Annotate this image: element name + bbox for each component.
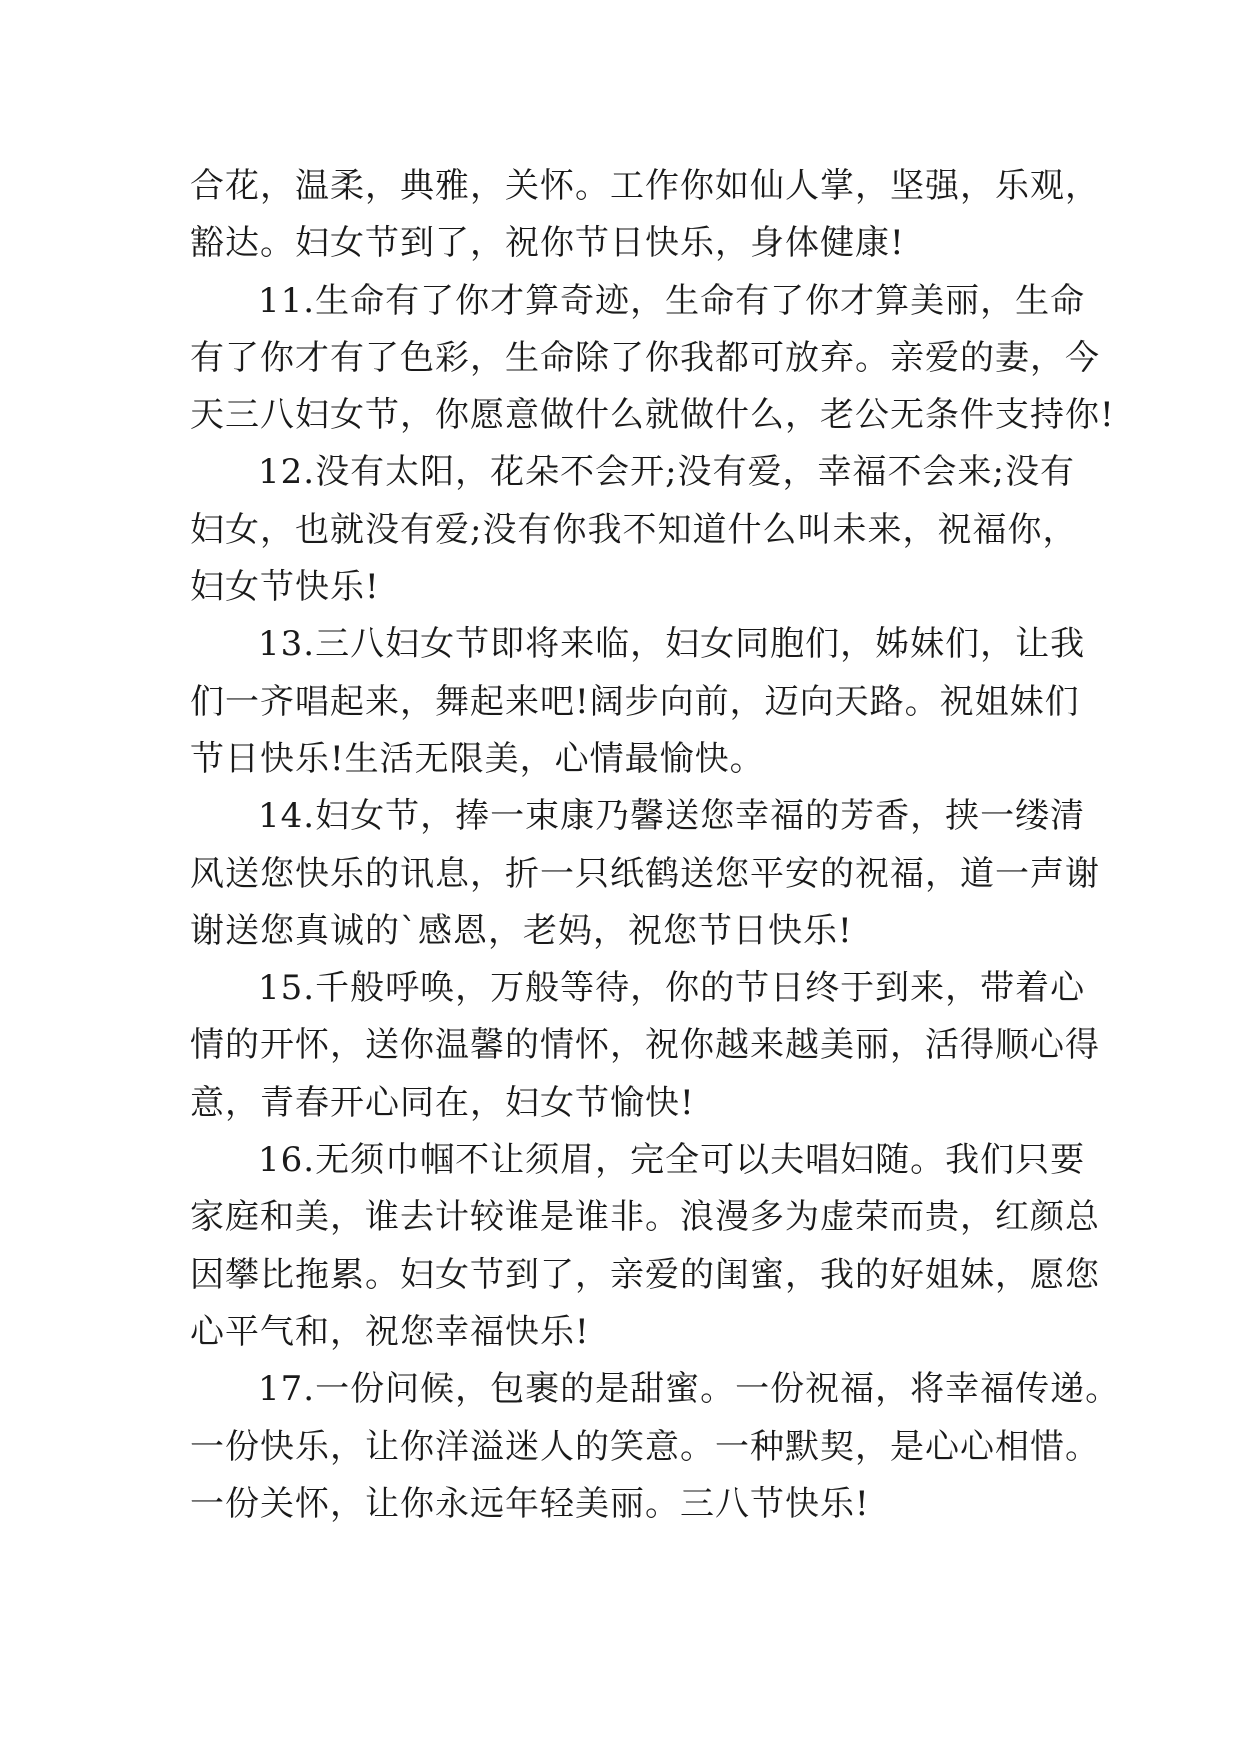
document-body: [190, 158, 1121, 1533]
text-line: 有了你才有了色彩，生命除了你我都可放弃。亲爱的妻，今: [190, 337, 1100, 378]
paragraph-continued: [190, 158, 1100, 273]
text-line: 16.无须巾帼不让须眉，完全可以夫唱妇随。我们只要: [258, 1140, 1086, 1181]
text-line: 妇女，也就没有爱;没有你我不知道什么叫未来，祝福你，: [190, 509, 1078, 550]
text-line: 豁达。妇女节到了，祝你节日快乐，身体健康!: [190, 223, 905, 264]
text-line: 合花，温柔，典雅，关怀。工作你如仙人掌，坚强，乐观，: [190, 166, 1100, 206]
text-line: 情的开怀，送你温馨的情怀，祝你越来越美丽，活得顺心得: [190, 1025, 1100, 1066]
text-line: 13.三八妇女节即将来临，妇女同胞们，姊妹们，让我: [258, 624, 1086, 665]
text-line: 天三八妇女节，你愿意做什么就做什么，老公无条件支持你!: [190, 395, 1115, 436]
paragraph-item-16: [190, 1132, 1100, 1361]
text-line: 因攀比拖累。妇女节到了，亲爱的闺蜜，我的好姐妹，愿您: [190, 1254, 1100, 1295]
paragraph-item-13: [190, 616, 1086, 788]
text-line: 12.没有太阳，花朵不会开;没有爱，幸福不会来;没有: [258, 452, 1075, 493]
text-line: 们一齐唱起来，舞起来吧!阔步向前，迈向天路。祝姐妹们: [190, 681, 1080, 722]
text-line: 15.千般呼唤，万般等待，你的节日终于到来，带着心: [258, 968, 1086, 1009]
text-line: 意，青春开心同在，妇女节愉快!: [190, 1082, 695, 1123]
paragraph-item-14: [190, 788, 1100, 960]
text-line: 风送您快乐的讯息，折一只纸鹤送您平安的祝福，道一声谢: [190, 853, 1100, 894]
paragraph-item-11: [190, 273, 1115, 445]
text-line: 11.生命有了你才算奇迹，生命有了你才算美丽，生命: [258, 280, 1086, 321]
text-line: 谢送您真诚的`感恩，老妈，祝您节日快乐!: [190, 910, 853, 951]
text-line: 家庭和美，谁去计较谁是谁非。浪漫多为虚荣而贵，红颜总: [190, 1197, 1100, 1238]
text-line: 17.一份问候，包裹的是甜蜜。一份祝福，将幸福传递。: [258, 1369, 1121, 1410]
paragraph-item-15: [190, 960, 1100, 1132]
paragraph-item-17: [190, 1361, 1121, 1533]
paragraph-item-12: [190, 444, 1078, 616]
text-line: 节日快乐!生活无限美，心情最愉快。: [190, 738, 765, 779]
text-line: 一份快乐，让你洋溢迷人的笑意。一种默契，是心心相惜。: [190, 1426, 1100, 1467]
text-line: 妇女节快乐!: [190, 567, 380, 608]
text-line: 14.妇女节，捧一束康乃馨送您幸福的芳香，挟一缕清: [258, 796, 1086, 837]
text-line: 心平气和，祝您幸福快乐!: [190, 1311, 590, 1352]
text-line: 一份关怀，让你永远年轻美丽。三八节快乐!: [190, 1483, 870, 1524]
